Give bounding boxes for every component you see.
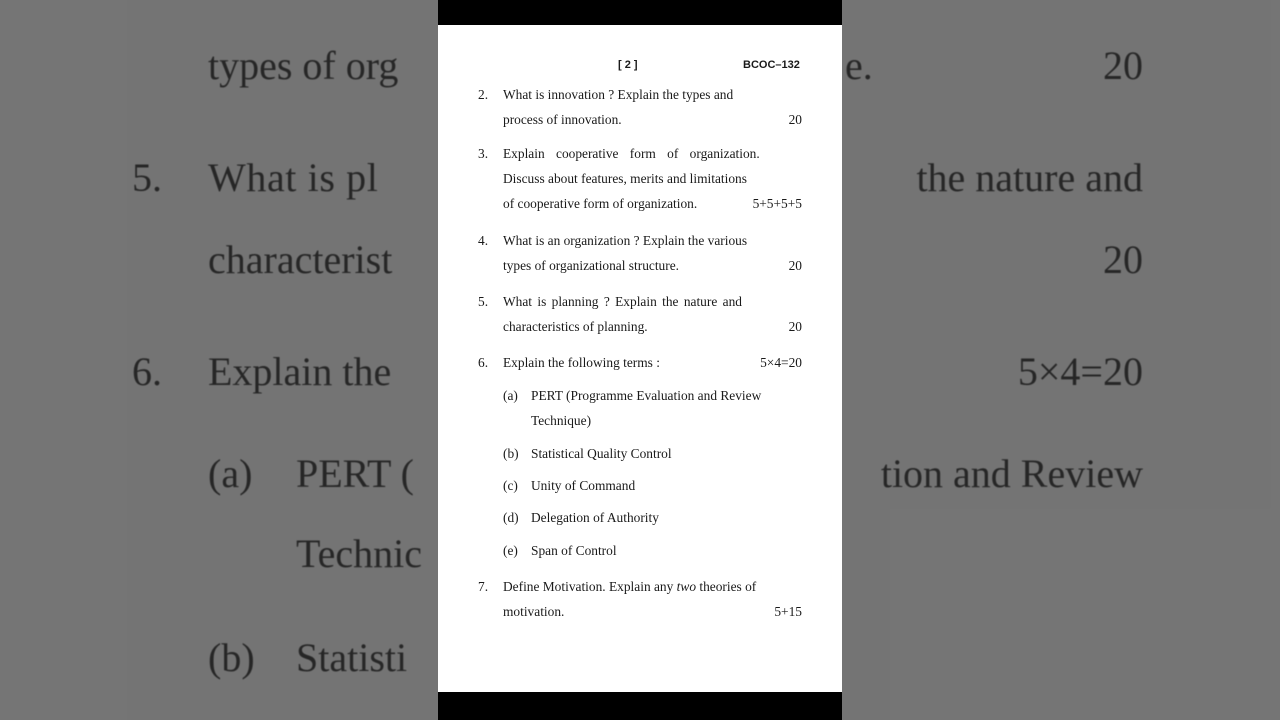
question-text-emphasis: two bbox=[676, 579, 697, 594]
term-a bbox=[503, 383, 801, 433]
bg-text: e. bbox=[845, 43, 873, 88]
question-text: Discuss about features, merits and limitations bbox=[503, 171, 747, 186]
question-6 bbox=[478, 350, 802, 375]
bg-number: 5. bbox=[132, 155, 162, 200]
term-text: Span of Control bbox=[531, 543, 617, 558]
question-text-part: Define Motivation. Explain any bbox=[503, 579, 677, 594]
question-text: types of organizational structure. bbox=[503, 258, 680, 273]
bg-text: Statisti bbox=[296, 635, 408, 680]
question-text: Explain cooperative form of organization. bbox=[503, 146, 760, 161]
term-text: Delegation of Authority bbox=[531, 510, 659, 525]
bg-text: PERT ( bbox=[296, 451, 414, 496]
bg-text: the nature and bbox=[916, 155, 1143, 200]
term-c bbox=[503, 473, 801, 498]
question-2 bbox=[478, 82, 802, 132]
bg-marks: 20 bbox=[1103, 237, 1143, 282]
course-code: BCOC–132 bbox=[743, 59, 800, 71]
question-text: Explain the following terms : bbox=[503, 355, 660, 370]
term-label: (e) bbox=[503, 543, 518, 558]
term-d bbox=[503, 505, 801, 530]
question-text: What is innovation ? Explain the types and bbox=[503, 87, 734, 102]
question-text: process of innovation. bbox=[503, 112, 622, 127]
question-text: motivation. bbox=[503, 604, 565, 619]
question-marks: 20 bbox=[788, 112, 802, 127]
question-marks: 5+15 bbox=[774, 604, 802, 619]
question-number: 3. bbox=[478, 146, 489, 161]
question-text: What is an organization ? Explain the various bbox=[503, 233, 748, 248]
question-7 bbox=[478, 574, 802, 624]
question-marks: 5×4=20 bbox=[760, 355, 802, 370]
term-label: (b) bbox=[503, 446, 519, 461]
term-label: (a) bbox=[503, 388, 518, 403]
question-marks: 20 bbox=[788, 258, 802, 273]
question-3 bbox=[478, 141, 802, 216]
exam-page bbox=[438, 25, 842, 692]
question-5 bbox=[478, 289, 802, 339]
bg-marks: 20 bbox=[1103, 43, 1143, 88]
bg-text: What is pl bbox=[208, 155, 379, 200]
bg-text: types of org bbox=[208, 43, 399, 88]
question-text-part: theories of bbox=[696, 579, 757, 594]
question-marks: 20 bbox=[788, 319, 802, 334]
question-marks: 5+5+5+5 bbox=[752, 196, 802, 211]
term-text: PERT (Programme Evaluation and Review bbox=[531, 388, 762, 403]
bg-number: 6. bbox=[132, 349, 162, 394]
term-text: Unity of Command bbox=[531, 478, 636, 493]
term-text: Statistical Quality Control bbox=[531, 446, 672, 461]
term-label: (d) bbox=[503, 510, 519, 525]
bg-text: characterist bbox=[208, 237, 393, 282]
bg-label: (a) bbox=[208, 451, 253, 496]
term-label: (c) bbox=[503, 478, 518, 493]
bg-text: tion and Review bbox=[880, 451, 1143, 496]
bg-text: Explain the bbox=[208, 349, 392, 394]
term-text: Technique) bbox=[531, 413, 592, 428]
term-b bbox=[503, 441, 801, 466]
bg-text: Technic bbox=[296, 531, 423, 576]
bg-marks: 5×4=20 bbox=[1017, 349, 1143, 394]
bg-label: (b) bbox=[208, 635, 255, 680]
question-number: 2. bbox=[478, 87, 489, 102]
question-last-line bbox=[503, 191, 802, 216]
question-number: 4. bbox=[478, 233, 489, 248]
question-number: 7. bbox=[478, 579, 489, 594]
question-text: of cooperative form of organization. bbox=[503, 196, 698, 211]
question-number: 5. bbox=[478, 294, 489, 309]
question-last-line bbox=[503, 107, 802, 132]
page-number: [ 2 ] bbox=[618, 59, 638, 71]
term-e bbox=[503, 538, 801, 563]
question-line bbox=[503, 350, 802, 375]
question-last-line bbox=[503, 253, 802, 278]
question-text: characteristics of planning. bbox=[503, 319, 648, 334]
question-text: What is planning ? Explain the nature and bbox=[503, 294, 742, 309]
question-4 bbox=[478, 228, 802, 278]
question-number: 6. bbox=[478, 355, 489, 370]
question-last-line bbox=[503, 314, 802, 339]
question-text bbox=[503, 574, 802, 599]
question-last-line bbox=[503, 599, 802, 624]
